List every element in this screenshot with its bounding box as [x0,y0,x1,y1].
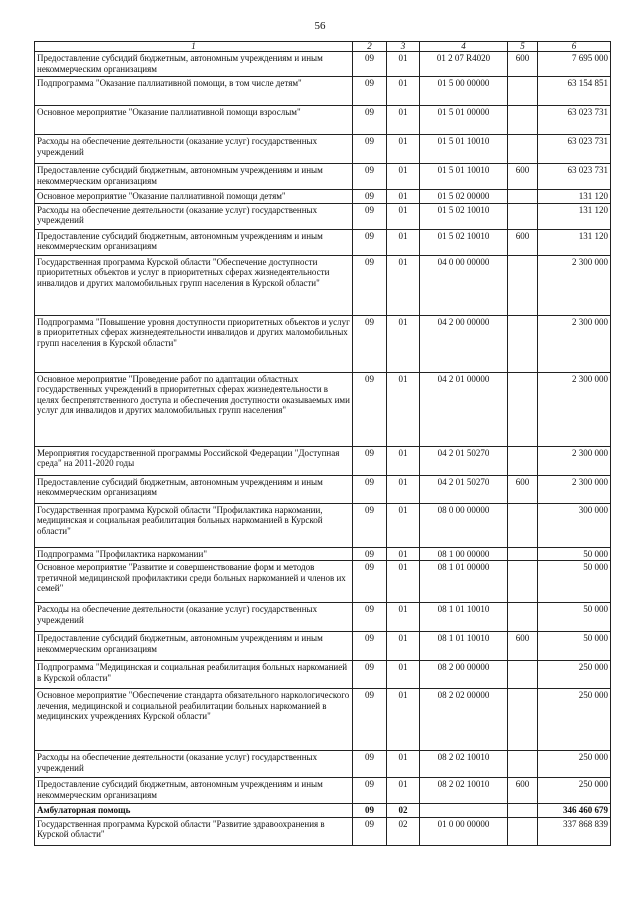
column-header: 1 [35,42,353,52]
row-subsection: 01 [387,52,420,77]
table-row [35,255,611,315]
row-target-article: 01 5 01 10010 [420,135,508,164]
row-name: Основное мероприятие "Оказание паллиативной помощи детям" [35,190,353,204]
row-expense-type [508,547,538,561]
row-expense-type: 600 [508,778,538,804]
row-expense-type [508,603,538,632]
row-section: 09 [353,106,387,135]
table-row [35,135,611,164]
row-section: 09 [353,164,387,190]
row-subsection: 01 [387,315,420,372]
row-target-article: 01 5 02 10010 [420,203,508,229]
row-name: Подпрограмма "Повышение уровня доступности приоритетных объектов и услуг в приоритетных сферах жизнедеятельности инвалидов и других маломобильных групп населения в Курской области" [35,315,353,372]
budget-table [34,41,611,846]
row-target-article: 08 1 01 00000 [420,561,508,603]
row-amount: 2 300 000 [538,315,611,372]
row-section: 09 [353,190,387,204]
row-section: 09 [353,632,387,661]
page-number: 56 [314,20,326,32]
row-amount: 250 000 [538,751,611,778]
row-expense-type [508,446,538,475]
row-expense-type: 600 [508,632,538,661]
row-expense-type: 600 [508,52,538,77]
row-section: 09 [353,77,387,106]
row-name: Основное мероприятие "Развитие и совершенствование форм и методов третичной медицинской профилактики среди больных наркоманией и членов их семей" [35,561,353,603]
table-row [35,632,611,661]
row-name: Подпрограмма "Профилактика наркомании" [35,547,353,561]
table-row [35,475,611,503]
row-subsection: 01 [387,255,420,315]
table-row [35,190,611,204]
table-row [35,661,611,689]
row-expense-type: 600 [508,475,538,503]
row-target-article: 04 2 01 00000 [420,372,508,446]
row-section: 09 [353,503,387,547]
row-amount: 300 000 [538,503,611,547]
row-target-article: 01 5 02 10010 [420,229,508,255]
row-expense-type [508,661,538,689]
row-target-article: 04 2 01 50270 [420,446,508,475]
row-section: 09 [353,52,387,77]
row-subsection: 01 [387,547,420,561]
row-expense-type [508,561,538,603]
row-section: 09 [353,804,387,818]
row-name: Государственная программа Курской области "Обеспечение доступности приоритетных объектов и услуг в приоритетных сферах жизнедеятельности инвалидов и других маломобильных групп населения в Курской области" [35,255,353,315]
row-amount: 250 000 [538,689,611,751]
row-subsection: 01 [387,561,420,603]
row-subsection: 01 [387,446,420,475]
row-target-article: 08 1 00 00000 [420,547,508,561]
row-target-article: 01 5 01 10010 [420,164,508,190]
table-row [35,106,611,135]
row-target-article: 04 2 00 00000 [420,315,508,372]
row-amount: 7 695 000 [538,52,611,77]
row-amount: 63 023 731 [538,106,611,135]
row-subsection: 01 [387,778,420,804]
row-expense-type [508,106,538,135]
row-amount: 250 000 [538,778,611,804]
table-row [35,52,611,77]
table-row [35,77,611,106]
row-subsection: 01 [387,229,420,255]
row-target-article: 01 5 00 00000 [420,77,508,106]
row-name: Государственная программа Курской области "Развитие здравоохранения в Курской области" [35,817,353,845]
row-amount: 2 300 000 [538,372,611,446]
row-target-article: 01 5 01 00000 [420,106,508,135]
row-section: 09 [353,255,387,315]
row-subsection: 01 [387,372,420,446]
row-expense-type: 600 [508,164,538,190]
table-row [35,689,611,751]
row-name: Расходы на обеспечение деятельности (оказание услуг) государственных учреждений [35,751,353,778]
row-amount: 50 000 [538,632,611,661]
row-name: Предоставление субсидий бюджетным, автономным учреждениям и иным некоммерческим организациям [35,52,353,77]
row-section: 09 [353,778,387,804]
row-expense-type [508,372,538,446]
row-name: Государственная программа Курской области "Профилактика наркомании, медицинская и социальная реабилитация больных наркоманией в Курской области" [35,503,353,547]
row-amount: 131 120 [538,229,611,255]
row-target-article: 08 2 02 00000 [420,689,508,751]
row-amount: 131 120 [538,190,611,204]
row-expense-type [508,203,538,229]
row-name: Подпрограмма "Оказание паллиативной помощи, в том числе детям" [35,77,353,106]
row-target-article: 08 1 01 10010 [420,603,508,632]
column-header: 4 [420,42,508,52]
table-row [35,778,611,804]
row-name: Предоставление субсидий бюджетным, автономным учреждениям и иным некоммерческим организациям [35,632,353,661]
row-subsection: 01 [387,475,420,503]
column-header: 2 [353,42,387,52]
row-target-article: 01 0 00 00000 [420,817,508,845]
row-section: 09 [353,689,387,751]
row-expense-type [508,689,538,751]
row-subsection: 01 [387,135,420,164]
row-section: 09 [353,135,387,164]
row-section: 09 [353,547,387,561]
row-expense-type [508,77,538,106]
row-section: 09 [353,561,387,603]
table-body [35,52,611,846]
column-header: 3 [387,42,420,52]
row-section: 09 [353,372,387,446]
row-subsection: 01 [387,164,420,190]
row-name: Расходы на обеспечение деятельности (оказание услуг) государственных учреждений [35,135,353,164]
row-amount: 346 460 679 [538,804,611,818]
row-section: 09 [353,603,387,632]
row-expense-type [508,190,538,204]
row-subsection: 01 [387,603,420,632]
row-name: Предоставление субсидий бюджетным, автономным учреждениям и иным некоммерческим организациям [35,475,353,503]
row-amount: 63 023 731 [538,135,611,164]
row-name: Расходы на обеспечение деятельности (оказание услуг) государственных учреждений [35,603,353,632]
row-subsection: 02 [387,804,420,818]
row-subsection: 02 [387,817,420,845]
row-section: 09 [353,315,387,372]
row-name: Основное мероприятие "Оказание паллиативной помощи взрослым" [35,106,353,135]
row-amount: 250 000 [538,661,611,689]
row-name: Предоставление субсидий бюджетным, автономным учреждениям и иным некоммерческим организациям [35,229,353,255]
row-amount: 337 868 839 [538,817,611,845]
row-amount: 50 000 [538,547,611,561]
column-header: 5 [508,42,538,52]
row-name: Амбулаторная помощь [35,804,353,818]
row-subsection: 01 [387,106,420,135]
row-expense-type [508,315,538,372]
table-row [35,446,611,475]
row-subsection: 01 [387,203,420,229]
row-section: 09 [353,751,387,778]
row-name: Основное мероприятие "Проведение работ по адаптации областных государственных учреждений в приоритетных сферах жизнедеятельности в целях беспрепятственного доступа и обеспечения доступности оказываемых ими услуг для инвалидов и других маломобильных групп населения" [35,372,353,446]
row-subsection: 01 [387,689,420,751]
row-section: 09 [353,661,387,689]
table-row [35,164,611,190]
row-amount: 2 300 000 [538,475,611,503]
table-row [35,603,611,632]
table-row [35,315,611,372]
table-row [35,229,611,255]
row-target-article [420,804,508,818]
row-target-article: 08 2 02 10010 [420,751,508,778]
row-section: 09 [353,203,387,229]
row-name: Мероприятия государственной программы Российской Федерации "Доступная среда" на 2011-2020 годы [35,446,353,475]
row-amount: 63 023 731 [538,164,611,190]
row-section: 09 [353,446,387,475]
column-header: 6 [538,42,611,52]
row-subsection: 01 [387,77,420,106]
row-subsection: 01 [387,632,420,661]
row-name: Предоставление субсидий бюджетным, автономным учреждениям и иным некоммерческим организациям [35,778,353,804]
row-amount: 131 120 [538,203,611,229]
row-target-article: 08 2 02 10010 [420,778,508,804]
row-target-article: 04 0 00 00000 [420,255,508,315]
row-amount: 50 000 [538,603,611,632]
row-amount: 50 000 [538,561,611,603]
row-section: 09 [353,475,387,503]
row-target-article: 08 2 00 00000 [420,661,508,689]
row-expense-type [508,503,538,547]
table-row [35,751,611,778]
row-target-article: 01 5 02 00000 [420,190,508,204]
row-section: 09 [353,229,387,255]
row-target-article: 01 2 07 R4020 [420,52,508,77]
row-target-article: 04 2 01 50270 [420,475,508,503]
row-expense-type [508,135,538,164]
table-row [35,503,611,547]
row-name: Расходы на обеспечение деятельности (оказание услуг) государственных учреждений [35,203,353,229]
row-amount: 2 300 000 [538,446,611,475]
table-row [35,804,611,818]
table-row [35,817,611,845]
table-row [35,561,611,603]
row-target-article: 08 1 01 10010 [420,632,508,661]
row-section: 09 [353,817,387,845]
row-subsection: 01 [387,751,420,778]
table-row [35,203,611,229]
row-subsection: 01 [387,190,420,204]
table-row [35,372,611,446]
row-expense-type: 600 [508,229,538,255]
row-target-article: 08 0 00 00000 [420,503,508,547]
row-name: Основное мероприятие "Обеспечение стандарта обязательного наркологического лечения, медицинской и социальной реабилитации больных наркоманией в медицинских учреждениях Курской области" [35,689,353,751]
row-subsection: 01 [387,503,420,547]
row-expense-type [508,751,538,778]
row-name: Предоставление субсидий бюджетным, автономным учреждениям и иным некоммерческим организациям [35,164,353,190]
row-expense-type [508,255,538,315]
row-amount: 63 154 851 [538,77,611,106]
row-amount: 2 300 000 [538,255,611,315]
table-row [35,547,611,561]
row-name: Подпрограмма "Медицинская и социальная реабилитация больных наркоманией в Курской области" [35,661,353,689]
row-expense-type [508,804,538,818]
row-subsection: 01 [387,661,420,689]
table-header-row [35,42,611,52]
row-expense-type [508,817,538,845]
